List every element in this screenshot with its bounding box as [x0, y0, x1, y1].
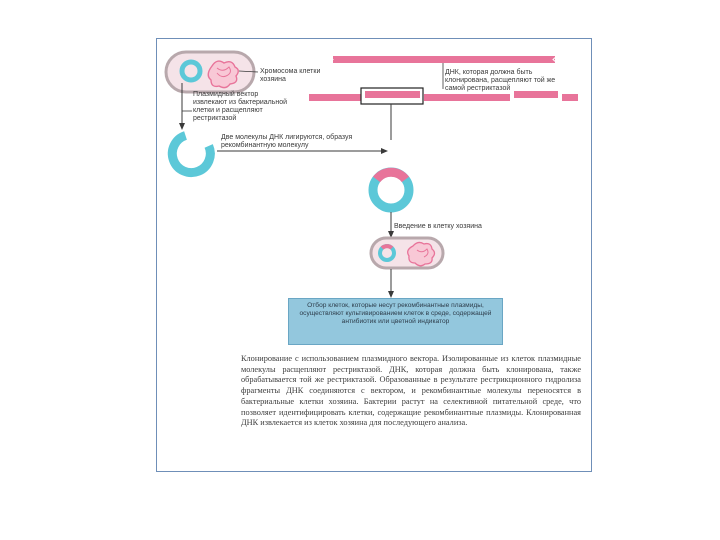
bacterial-cell-top: [166, 52, 254, 92]
opened-plasmid: [172, 136, 210, 173]
recombinant-plasmid: [373, 172, 409, 208]
selection-result-box: Отбор клеток, которые несут рекомбинантные плазмиды, осуществляют культивированием клеток в среде, содержащей антибиотик или цветной индикатор: [288, 298, 503, 345]
figure-frame: [156, 38, 592, 472]
label-ligation: Две молекулы ДНК лигируются, образуя рекомбинантную молекулу: [221, 134, 353, 149]
label-plasmid-extracted: Плазмидный вектор извлекают из бактериальной клетки и расщепляют рестриктазой: [193, 91, 288, 122]
host-chromosome: [208, 61, 238, 88]
dna-strand-top: [333, 56, 555, 63]
label-host-chromosome: Хромосома клетки хозяина: [260, 68, 321, 83]
bacterial-cell-bottom: [371, 238, 443, 268]
label-dna-to-clone: ДНК, которая должна быть клонирована, расщепляют той же самой рестриктазой: [445, 69, 556, 92]
label-introduction: Введение в клетку хозяина: [394, 223, 482, 230]
figure-caption: Клонирование с использованием плазмидного вектора. Изолированные из клеток плазмидные молекулы расщепляют рестриктазой. ДНК, которая должна быть клонирована, также обрабатывается той же рестриктазой. Образованные в результате рестрикционного гидролиза фрагменты ДНК соединяются с вектором, и рекомбинантные молекулы переносятся в бактериальные клетки хозяина. Бактерии растут на селективной питательной среде, что позволяет идентифицировать клетки, содержащие рекомбинантные плазмиды. Клонированная ДНК извлекается из клеток хозяина для последующего анализа.: [241, 354, 581, 428]
